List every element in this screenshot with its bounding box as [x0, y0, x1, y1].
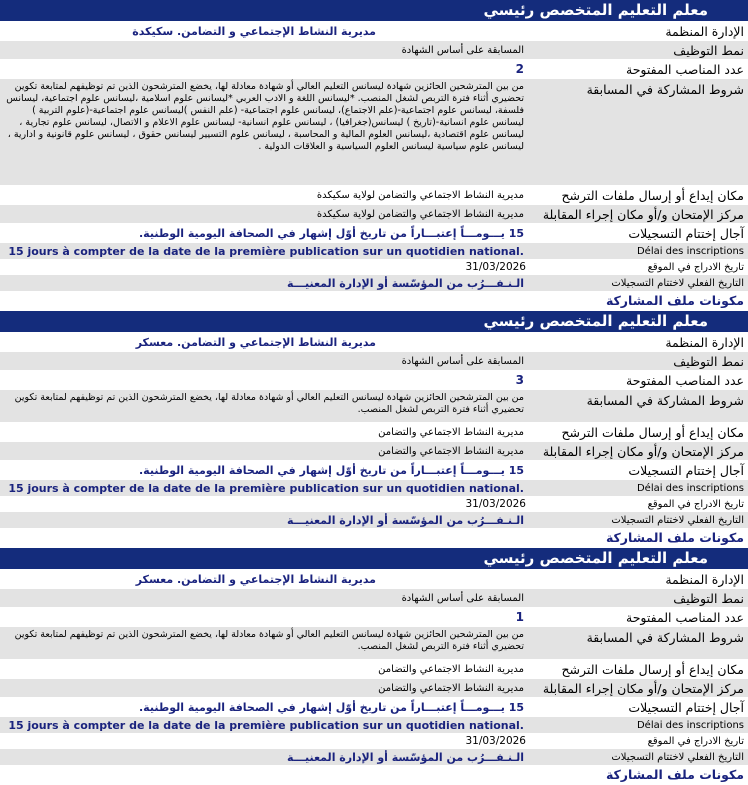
deposit-value: مديرية النشاط الاجتماعي والتضامن: [378, 426, 524, 438]
row-mode: [0, 589, 748, 608]
label-deposit: مكان إيداع أو إرسال ملفات الترشح: [561, 187, 744, 203]
conditions-value: من بين المترشحين الحائزين شهادة ليسانس التعليم العالي أو شهادة معادلة لها، يخضع المترشحون الذين تم توظيفهم لمتابعة تكوين تحضيري أثناء فترة التربص لشغل المنصب. *ليسانس اللغة و الادب العربي *ليسانس علوم اسلامية ،ليسانس علوم اجتماعية، ليسانس فلسفة، ليسانس علوم اجتماعية-(علم الاجتماع)، ليسانس علوم اجتماعية- (علم النفس )ليسانس علوم اجتماعية-(علوم التربية ) ليسانس علوم انسانية-(تاريخ ) ليسانس(جغرافيا) ، ليسانس علوم انسانية- ليسانس علوم الاعلام و الاتصال، ليسانس علوم تجارية ، ليسانس علوم اقتصادية ،ليسانس العلوم المالية و المحاسبة ، ليسانس علوم التسيير ليسانس حقوق ، ليسانس علوم قانونية و ادارية ، ليسانس علوم سياسية ليسانس العلوم السياسية و العلاقات الدولية .: [6, 81, 524, 152]
label-exam: مركز الإمتحان و/أو مكان إجراء المقابلة: [542, 680, 744, 696]
label-deposit: مكان إيداع أو إرسال ملفات الترشح: [561, 661, 744, 677]
row-actual-close: [0, 275, 748, 292]
row-deposit: [0, 186, 748, 205]
row-delai: [0, 480, 748, 497]
row-mode: [0, 41, 748, 60]
row-org: [0, 22, 748, 41]
label-mode: نمط التوظيف: [673, 590, 744, 606]
label-deadline: آجال إختتام التسجيلات: [628, 225, 744, 241]
job-listing-1: [0, 0, 748, 311]
row-posts: [0, 371, 748, 390]
mode-value: المسابقة على أساس الشهادة: [401, 592, 524, 604]
row-delai: [0, 243, 748, 260]
row-delai: [0, 717, 748, 734]
mode-value: المسابقة على أساس الشهادة: [401, 355, 524, 367]
row-conditions: [0, 627, 748, 660]
row-exam: [0, 679, 748, 698]
row-exam: [0, 442, 748, 461]
actual-close-value: الـنـفـــرُب من المؤسّسة أو الإدارة المعنيـــة: [287, 750, 524, 764]
org-value: مديرية النشاط الإجتماعي و التضامن. معسكر: [135, 335, 376, 349]
label-posted: تاريخ الادراج في الموقع: [647, 498, 744, 510]
row-deadline: [0, 461, 748, 480]
label-posts: عدد المناصب المفتوحة: [626, 372, 744, 388]
label-actual-close: التاريخ الفعلي لاختتام التسجيلات: [611, 514, 744, 526]
posted-date: 31/03/2026: [465, 498, 526, 510]
label-conditions: شروط المشاركة في المسابقة: [586, 630, 744, 645]
row-posted: [0, 497, 748, 512]
label-delai-fr: Délai des inscriptions: [636, 245, 744, 257]
label-deadline: آجال إختتام التسجيلات: [628, 699, 744, 715]
row-actual-close: [0, 512, 748, 529]
deadline-fr-value: 15 jours à compter de la date de la première publication sur un quotidien national.: [8, 481, 524, 495]
dossier-link[interactable]: مكونات ملف المشاركة: [0, 292, 748, 311]
exam-value: مديرية النشاط الاجتماعي والتضامن: [378, 445, 524, 457]
deposit-value: مديرية النشاط الاجتماعي والتضامن لولاية سكيكدة: [316, 189, 524, 201]
label-org: الإدارة المنظمة: [665, 571, 744, 587]
deadline-ar-value: 15 يـــومـــاً إعتبـــاراً من تاريخ أوّل إشهار في الصحافة اليومية الوطنية.: [139, 700, 524, 714]
label-org: الإدارة المنظمة: [665, 23, 744, 39]
label-conditions: شروط المشاركة في المسابقة: [586, 82, 744, 97]
deadline-ar-value: 15 يـــومـــاً إعتبـــاراً من تاريخ أوّل إشهار في الصحافة اليومية الوطنية.: [139, 463, 524, 477]
label-mode: نمط التوظيف: [673, 42, 744, 58]
actual-close-value: الـنـفـــرُب من المؤسّسة أو الإدارة المعنيـــة: [287, 276, 524, 290]
row-conditions: [0, 390, 748, 423]
exam-value: مديرية النشاط الاجتماعي والتضامن لولاية سكيكدة: [316, 208, 524, 220]
posts-value: 3: [515, 373, 524, 387]
label-actual-close: التاريخ الفعلي لاختتام التسجيلات: [611, 277, 744, 289]
label-actual-close: التاريخ الفعلي لاختتام التسجيلات: [611, 751, 744, 763]
org-value: مديرية النشاط الإجتماعي و التضامن. سكيكدة: [132, 24, 376, 38]
job-title[interactable]: معلم التعليم المتخصص رئيسي: [0, 0, 748, 22]
row-posts: [0, 60, 748, 79]
label-org: الإدارة المنظمة: [665, 334, 744, 350]
dossier-link[interactable]: مكونات ملف المشاركة: [0, 529, 748, 548]
row-conditions: [0, 79, 748, 186]
deposit-value: مديرية النشاط الاجتماعي والتضامن: [378, 663, 524, 675]
row-deposit: [0, 423, 748, 442]
conditions-value: من بين المترشحين الحائزين شهادة ليسانس التعليم العالي أو شهادة معادلة لها، يخضع المترشحون الذين تم توظيفهم لمتابعة تكوين تحضيري أثناء فترة التربص لشغل المنصب.: [14, 392, 524, 415]
row-mode: [0, 352, 748, 371]
job-title[interactable]: معلم التعليم المتخصص رئيسي: [0, 311, 748, 333]
exam-value: مديرية النشاط الاجتماعي والتضامن: [378, 682, 524, 694]
row-deadline: [0, 698, 748, 717]
row-actual-close: [0, 749, 748, 766]
posts-value: 1: [515, 610, 524, 624]
posted-date: 31/03/2026: [465, 261, 526, 273]
row-deadline: [0, 224, 748, 243]
label-posted: تاريخ الادراج في الموقع: [647, 261, 744, 273]
org-value: مديرية النشاط الإجتماعي و التضامن. معسكر: [135, 572, 376, 586]
deadline-fr-value: 15 jours à compter de la date de la première publication sur un quotidien national.: [8, 718, 524, 732]
dossier-link[interactable]: مكونات ملف المشاركة: [0, 766, 748, 785]
conditions-value: من بين المترشحين الحائزين شهادة ليسانس التعليم العالي أو شهادة معادلة لها، يخضع المترشحون الذين تم توظيفهم لمتابعة تكوين تحضيري أثناء فترة التربص لشغل المنصب.: [14, 629, 524, 652]
label-posts: عدد المناصب المفتوحة: [626, 609, 744, 625]
label-delai-fr: Délai des inscriptions: [636, 482, 744, 494]
row-exam: [0, 205, 748, 224]
job-listing-2: [0, 311, 748, 548]
row-posted: [0, 260, 748, 275]
row-org: [0, 570, 748, 589]
label-exam: مركز الإمتحان و/أو مكان إجراء المقابلة: [542, 443, 744, 459]
deadline-fr-value: 15 jours à compter de la date de la première publication sur un quotidien national.: [8, 244, 524, 258]
label-deadline: آجال إختتام التسجيلات: [628, 462, 744, 478]
label-mode: نمط التوظيف: [673, 353, 744, 369]
label-conditions: شروط المشاركة في المسابقة: [586, 393, 744, 408]
label-posts: عدد المناصب المفتوحة: [626, 61, 744, 77]
posted-date: 31/03/2026: [465, 735, 526, 747]
label-exam: مركز الإمتحان و/أو مكان إجراء المقابلة: [542, 206, 744, 222]
row-posted: [0, 734, 748, 749]
row-org: [0, 333, 748, 352]
row-deposit: [0, 660, 748, 679]
label-deposit: مكان إيداع أو إرسال ملفات الترشح: [561, 424, 744, 440]
actual-close-value: الـنـفـــرُب من المؤسّسة أو الإدارة المعنيـــة: [287, 513, 524, 527]
job-title[interactable]: معلم التعليم المتخصص رئيسي: [0, 548, 748, 570]
mode-value: المسابقة على أساس الشهادة: [401, 44, 524, 56]
job-listing-3: [0, 548, 748, 785]
deadline-ar-value: 15 يـــومـــاً إعتبـــاراً من تاريخ أوّل إشهار في الصحافة اليومية الوطنية.: [139, 226, 524, 240]
row-posts: [0, 608, 748, 627]
label-posted: تاريخ الادراج في الموقع: [647, 735, 744, 747]
posts-value: 2: [515, 62, 524, 76]
label-delai-fr: Délai des inscriptions: [636, 719, 744, 731]
